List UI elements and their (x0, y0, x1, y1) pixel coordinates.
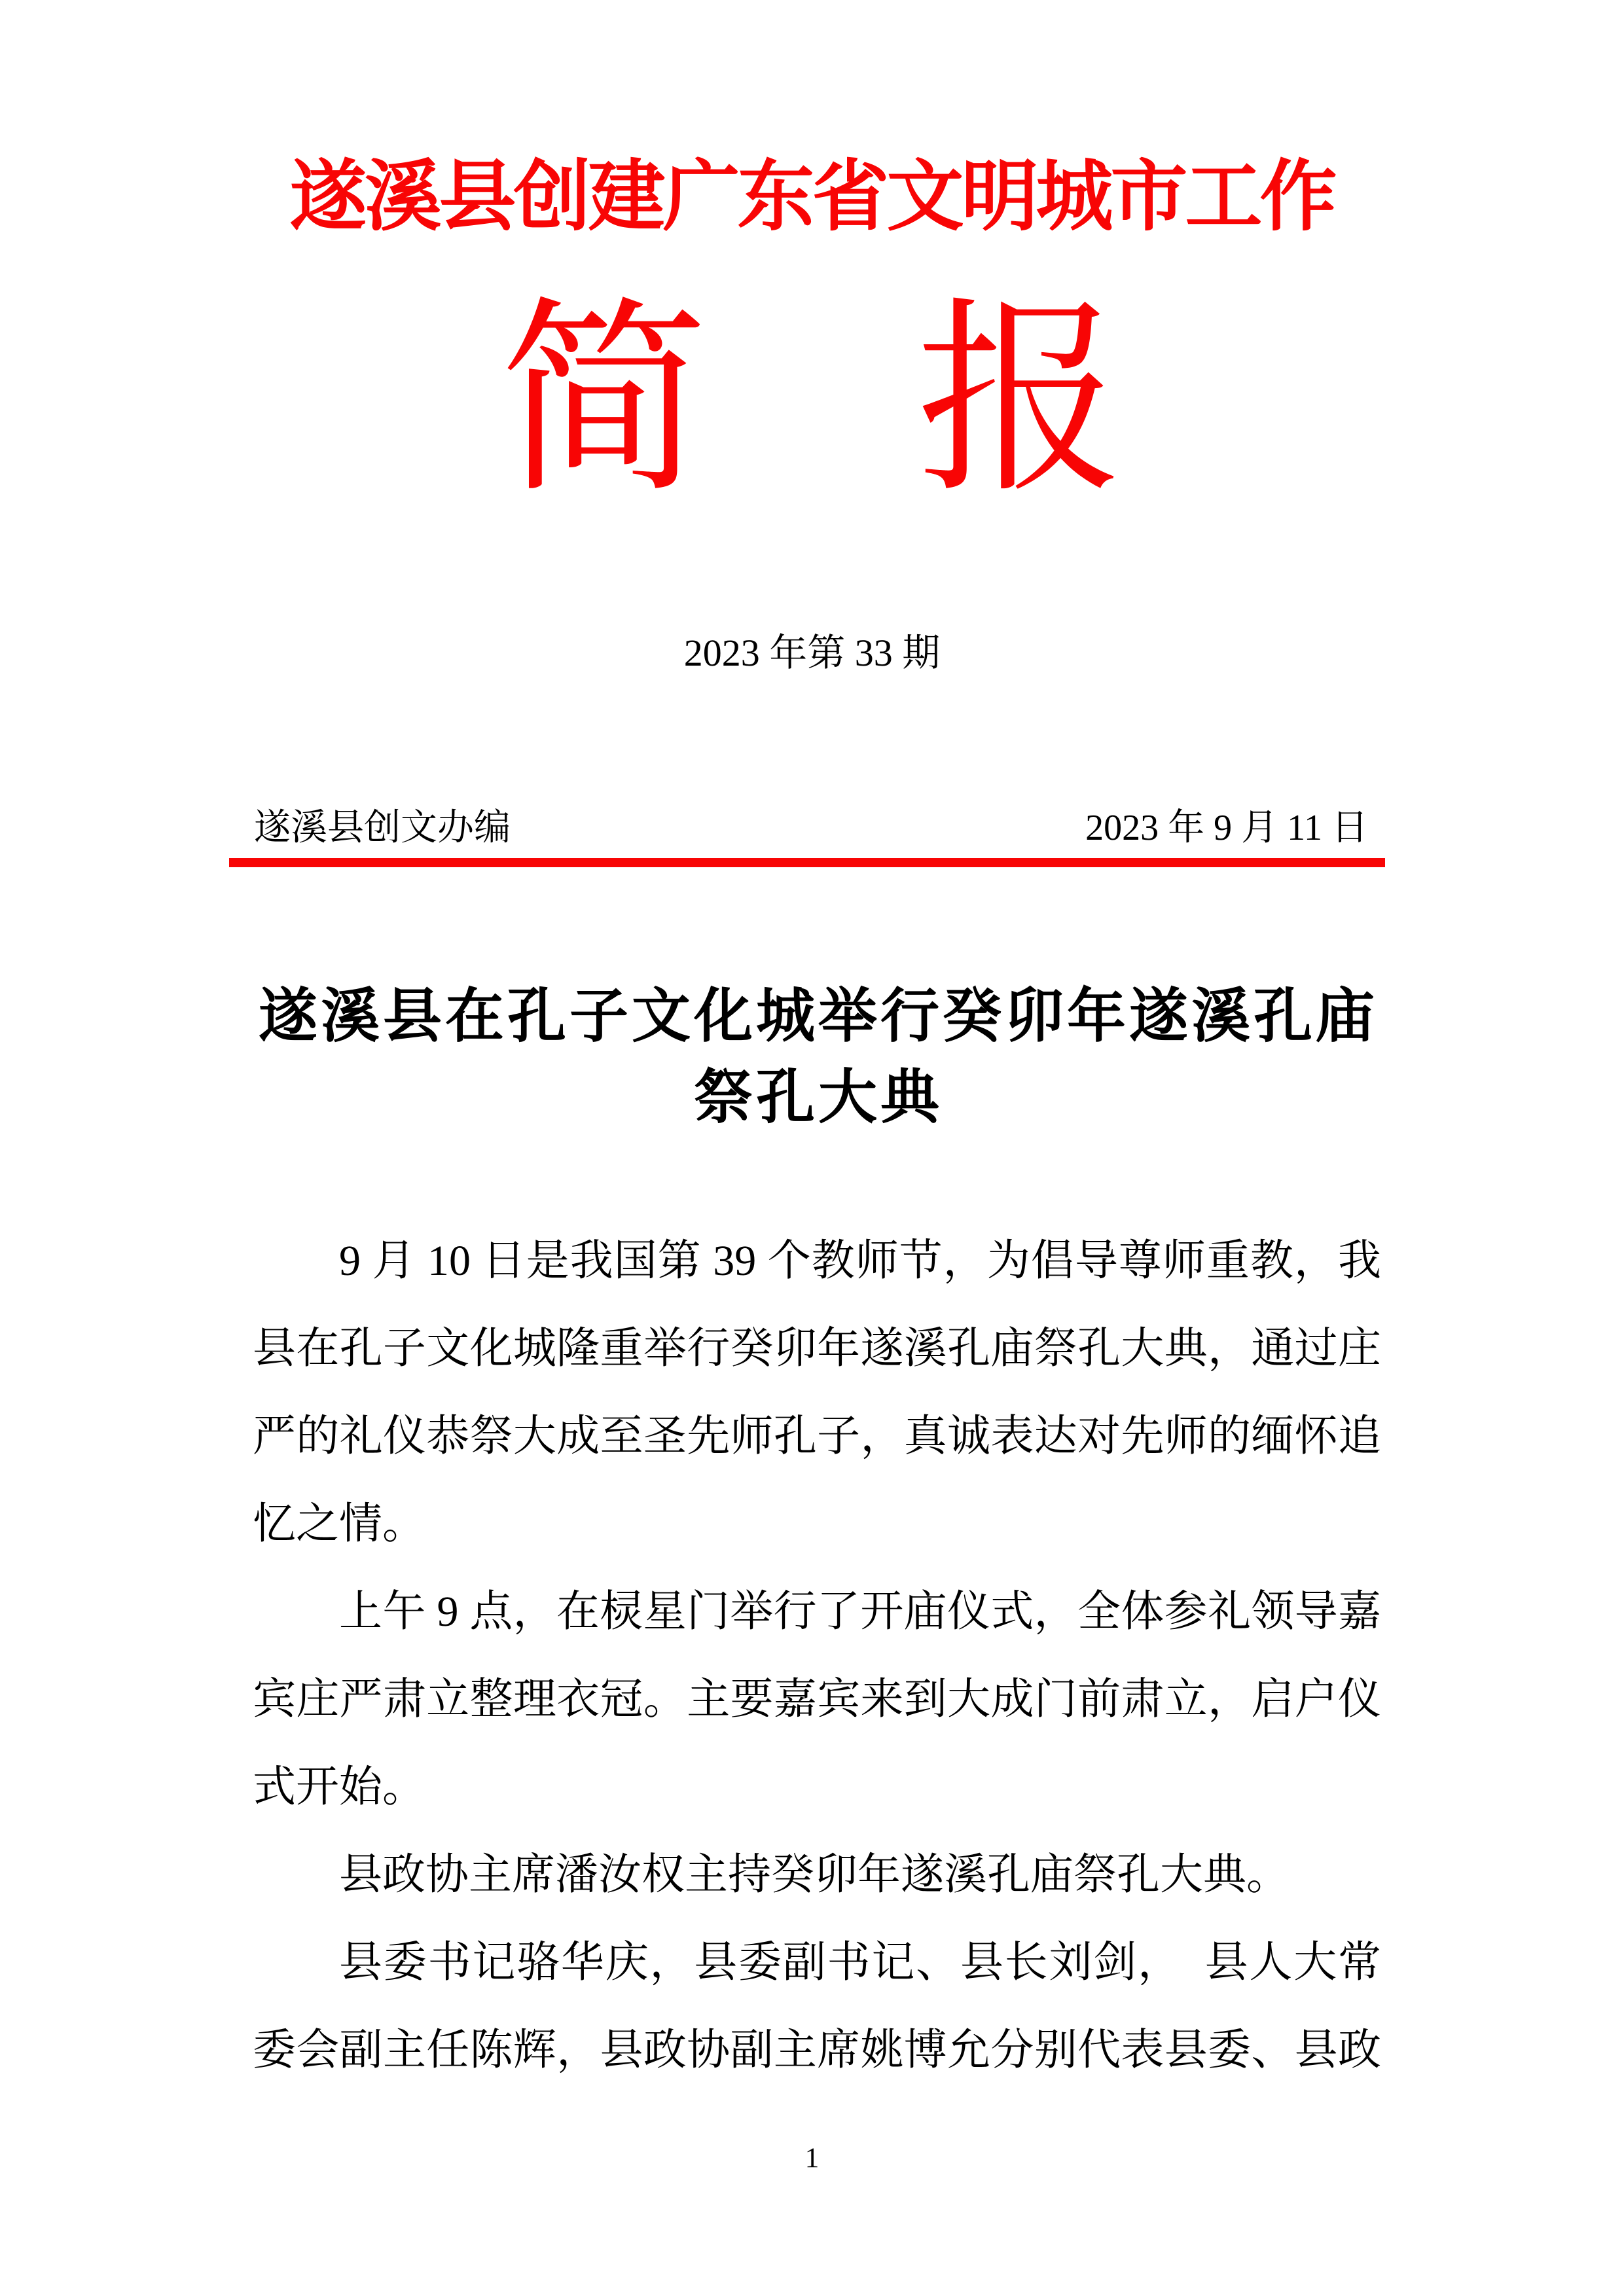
body-line: 委会副主任陈辉，县政协副主席姚博允分别代表县委、县政 (253, 2026, 1381, 2074)
bulletin-title: 简 报 (499, 287, 1125, 517)
body-line: 上午 9 点，在棂星门举行了开庙仪式，全体参礼领导嘉 (339, 1588, 1381, 1636)
body-line: 宾庄严肃立整理衣冠。主要嘉宾来到大成门前肃立，启户仪 (253, 1676, 1381, 1723)
article-title-line-2: 祭孔大典 (694, 1066, 943, 1130)
body-line: 9 月 10 日是我国第 39 个教师节，为倡导尊师重教，我 (339, 1237, 1381, 1285)
issue-number: 2023 年第 33 期 (683, 632, 941, 674)
masthead-org-title: 遂溪县创建广东省文明城市工作 (289, 154, 1335, 240)
article-title (254, 977, 1382, 1139)
body-line: 县委书记骆华庆，县委副书记、县长刘剑， 县人大常 (339, 1939, 1381, 1986)
red-divider-rule (229, 858, 1385, 867)
issue-date: 2023 年 9 月 11 日 (1085, 808, 1368, 848)
body-line: 县在孔子文化城隆重举行癸卯年遂溪孔庙祭孔大典，通过庄 (253, 1325, 1381, 1372)
body-line: 忆之情。 (253, 1500, 425, 1548)
body-line: 式开始。 (253, 1763, 425, 1811)
page-number: 1 (804, 2143, 820, 2174)
body-line: 县政协主席潘汝权主持癸卯年遂溪孔庙祭孔大典。 (339, 1851, 1290, 1899)
meta-row (254, 806, 1368, 850)
body-line: 严的礼仪恭祭大成至圣先师孔子，真诚表达对先师的缅怀追 (253, 1412, 1381, 1460)
article-title-line-1: 遂溪县在孔子文化城举行癸卯年遂溪孔庙 (259, 984, 1378, 1049)
article-body (253, 1217, 1381, 2094)
editor-credit: 遂溪县创文办编 (254, 808, 511, 848)
